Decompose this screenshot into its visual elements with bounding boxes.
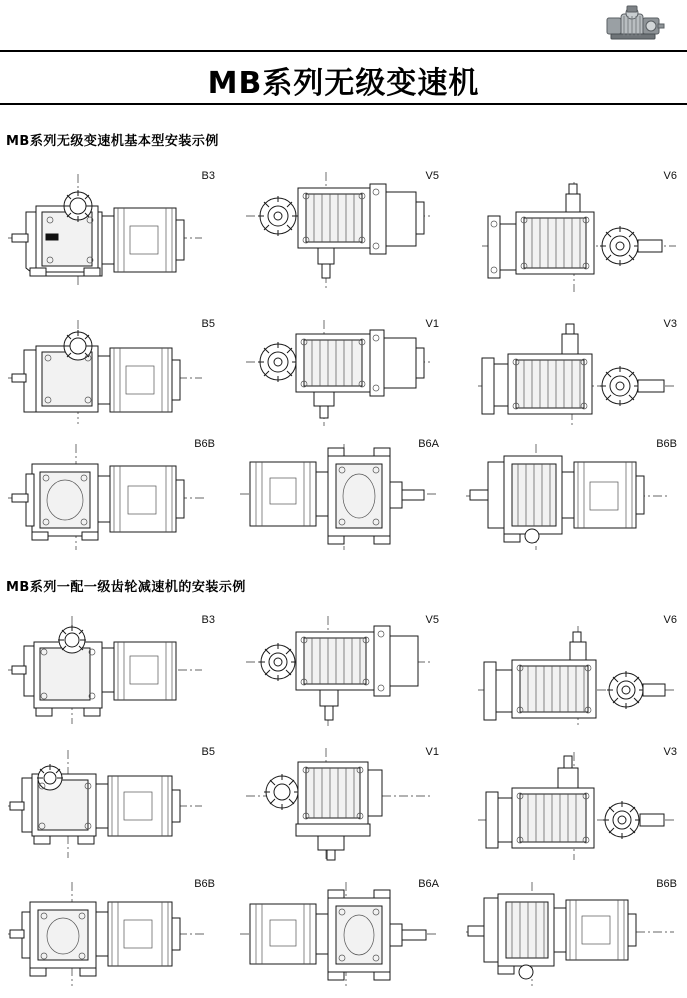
mounting-diagram-b6b-icon	[6, 436, 219, 554]
mounting-diagram-v3-icon	[462, 316, 681, 428]
figure-geared-v1	[236, 744, 443, 862]
geared-mounting-diagram-b6b-2-icon	[462, 876, 681, 992]
figure-label: V6	[663, 170, 677, 182]
figure-v6	[462, 168, 681, 294]
geared-mounting-diagram-v1-icon	[236, 744, 443, 862]
figure-geared-b6b-2	[462, 876, 681, 992]
geared-mounting-diagram-v5-icon	[236, 612, 443, 730]
figure-label: B6B	[656, 438, 677, 450]
geared-mounting-diagram-b6a-icon	[236, 876, 443, 992]
figure-v1	[236, 316, 443, 428]
figure-label: B3	[201, 614, 215, 626]
figure-b3	[6, 168, 219, 294]
figure-label: V5	[425, 614, 439, 626]
page-title: MB系列无级变速机	[207, 66, 480, 101]
figure-label: B6B	[194, 438, 215, 450]
section-heading-geared: MB系列一配一级齿轮减速机的安装示例	[6, 580, 246, 595]
figure-label: B6A	[418, 438, 439, 450]
figure-geared-v5	[236, 612, 443, 730]
figure-geared-v3	[462, 744, 681, 862]
figure-label: B6A	[418, 878, 439, 890]
mounting-diagram-v5-icon	[236, 168, 443, 294]
title-rule-top	[0, 50, 687, 52]
mounting-diagram-v1-icon	[236, 316, 443, 428]
figure-geared-b3	[6, 612, 219, 730]
figure-geared-b6a	[236, 876, 443, 992]
figure-label: B6B	[194, 878, 215, 890]
geared-mounting-diagram-b6b-icon	[6, 876, 219, 992]
mounting-diagram-b6b-2-icon	[462, 436, 681, 554]
figure-label: B5	[201, 318, 215, 330]
figure-b5	[6, 316, 219, 428]
mounting-diagram-v6-icon	[462, 168, 681, 294]
figure-b6b-2	[462, 436, 681, 554]
figure-label: B6B	[656, 878, 677, 890]
mounting-diagram-b6a-icon	[236, 436, 443, 554]
geared-mounting-diagram-b3-icon	[6, 612, 219, 730]
geared-mounting-diagram-b5-icon	[6, 744, 219, 862]
mounting-diagram-b3-icon	[6, 168, 219, 294]
figure-label: V1	[425, 318, 439, 330]
title-rule-bottom	[0, 103, 687, 105]
section-heading-basic: MB系列无级变速机基本型安装示例	[6, 134, 219, 149]
mounting-diagram-b5-icon	[6, 316, 219, 428]
figure-label: V5	[425, 170, 439, 182]
figure-v5	[236, 168, 443, 294]
figure-geared-b5	[6, 744, 219, 862]
figure-v3	[462, 316, 681, 428]
figure-label: B5	[201, 746, 215, 758]
figure-label: V1	[425, 746, 439, 758]
figure-b6a	[236, 436, 443, 554]
figure-geared-v6	[462, 612, 681, 730]
geared-mounting-diagram-v3-icon	[462, 744, 681, 862]
figure-label: V3	[663, 318, 677, 330]
gear-motor-photo-icon	[603, 4, 665, 48]
figure-geared-b6b	[6, 876, 219, 992]
figure-b6b	[6, 436, 219, 554]
figure-label: V3	[663, 746, 677, 758]
geared-mounting-diagram-v6-icon	[462, 612, 681, 730]
figure-label: B3	[201, 170, 215, 182]
figure-label: V6	[663, 614, 677, 626]
